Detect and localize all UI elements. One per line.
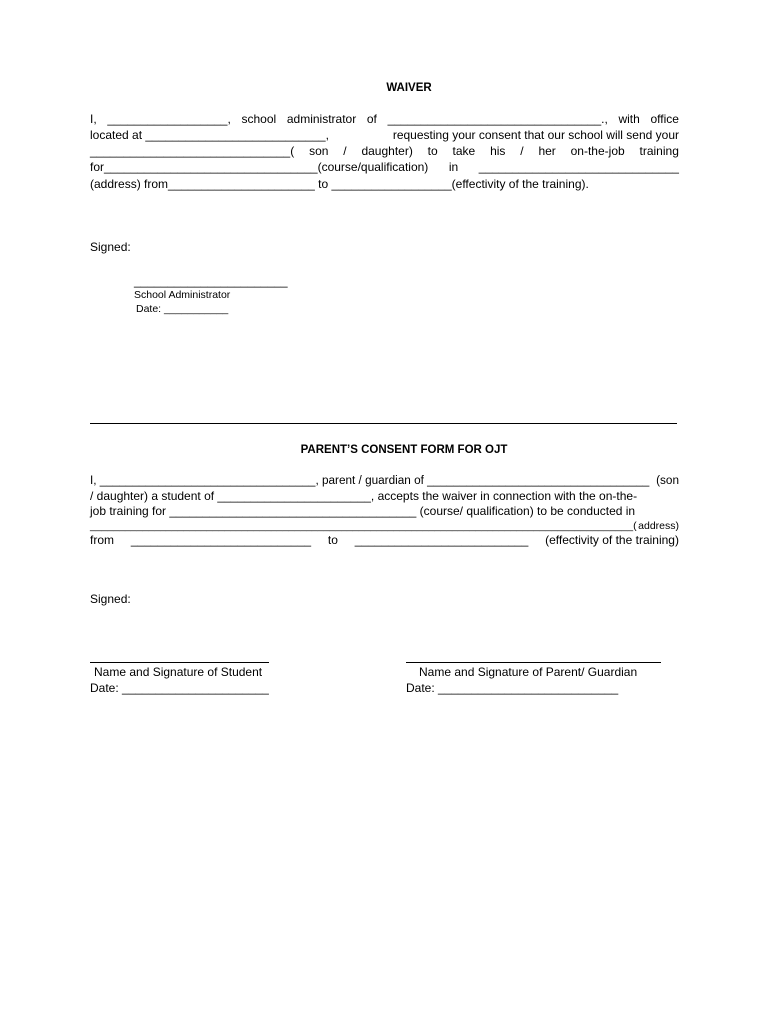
- office-location-blank: located at ___________________________,: [90, 128, 329, 142]
- consent-text: I, _________________________________, parent / guardian of __________________________________: [90, 474, 650, 487]
- waiver-word: of: [366, 112, 377, 126]
- admin-role-label: School Administrator: [134, 289, 231, 301]
- waiver-word: I,: [90, 112, 97, 126]
- parent-date-field: Date: ___________________________: [406, 681, 619, 695]
- waiver-title: WAIVER: [386, 82, 432, 94]
- consent-word: (son: [656, 474, 679, 487]
- consent-word: to: [327, 533, 338, 547]
- admin-date-field: Date: ___________: [136, 303, 229, 315]
- waiver-word: on-the-job: [570, 144, 625, 158]
- admin-signature-line: _______________________: [134, 274, 288, 288]
- consent-word: from: [90, 533, 114, 547]
- waiver-word: /: [520, 144, 524, 158]
- student-signature-line: [90, 662, 269, 663]
- waiver-word: to: [427, 144, 438, 158]
- consent-word: address): [638, 520, 679, 532]
- consent-title: PARENT’S CONSENT FORM FOR OJT: [300, 444, 508, 456]
- waiver-line-3: [90, 143, 679, 159]
- waiver-word: with: [618, 112, 640, 126]
- course-blank: for________________________________(course/qualification): [90, 160, 429, 174]
- waiver-word: his: [490, 144, 506, 158]
- waiver-word: school: [241, 112, 277, 126]
- consent-line-2: / daughter) a student of _______________________, accepts the waiver in connection with the on-the-: [90, 489, 638, 503]
- consent-line-5: [90, 532, 679, 548]
- waiver-word: in: [448, 160, 459, 174]
- school-name-blank: ________________________________.,: [387, 112, 608, 126]
- conduct-address-blank: _____________________________________________________________________________________________(: [90, 520, 637, 532]
- student-name-blank: ______________________________(: [90, 144, 295, 158]
- from-date-blank: ___________________________: [130, 533, 312, 547]
- waiver-word: her: [538, 144, 556, 158]
- consent-signed-label: Signed:: [90, 592, 131, 606]
- consent-line-1: [90, 473, 679, 489]
- waiver-word: daughter): [361, 144, 413, 158]
- admin-name-blank: __________________,: [107, 112, 231, 126]
- waiver-word: training: [639, 144, 679, 158]
- waiver-line-5: (address) from______________________ to __________________(effectivity of the training).: [90, 177, 589, 191]
- waiver-word: take: [452, 144, 476, 158]
- waiver-text: requesting your consent that our school will send your: [392, 128, 679, 142]
- waiver-line-2: [90, 127, 679, 143]
- to-date-blank: __________________________: [354, 533, 529, 547]
- consent-word: (effectivity of the training): [545, 533, 679, 547]
- waiver-word: office: [650, 112, 679, 126]
- waiver-line-4: [90, 159, 679, 175]
- parent-signature-label: Name and Signature of Parent/ Guardian: [419, 665, 638, 679]
- parent-signature-line: [406, 662, 661, 663]
- waiver-word: /: [343, 144, 347, 158]
- section-divider: [90, 423, 677, 424]
- waiver-word: administrator: [286, 112, 357, 126]
- waiver-line-1: [90, 111, 679, 127]
- waiver-signed-label: Signed:: [90, 240, 131, 254]
- consent-line-3: job training for _____________________________________ (course/ qualification) to be conducted in: [90, 504, 636, 518]
- waiver-word: son: [309, 144, 329, 158]
- student-signature-label: Name and Signature of Student: [94, 665, 263, 679]
- student-date-field: Date: ______________________: [90, 681, 269, 695]
- address-blank: ______________________________: [478, 160, 679, 174]
